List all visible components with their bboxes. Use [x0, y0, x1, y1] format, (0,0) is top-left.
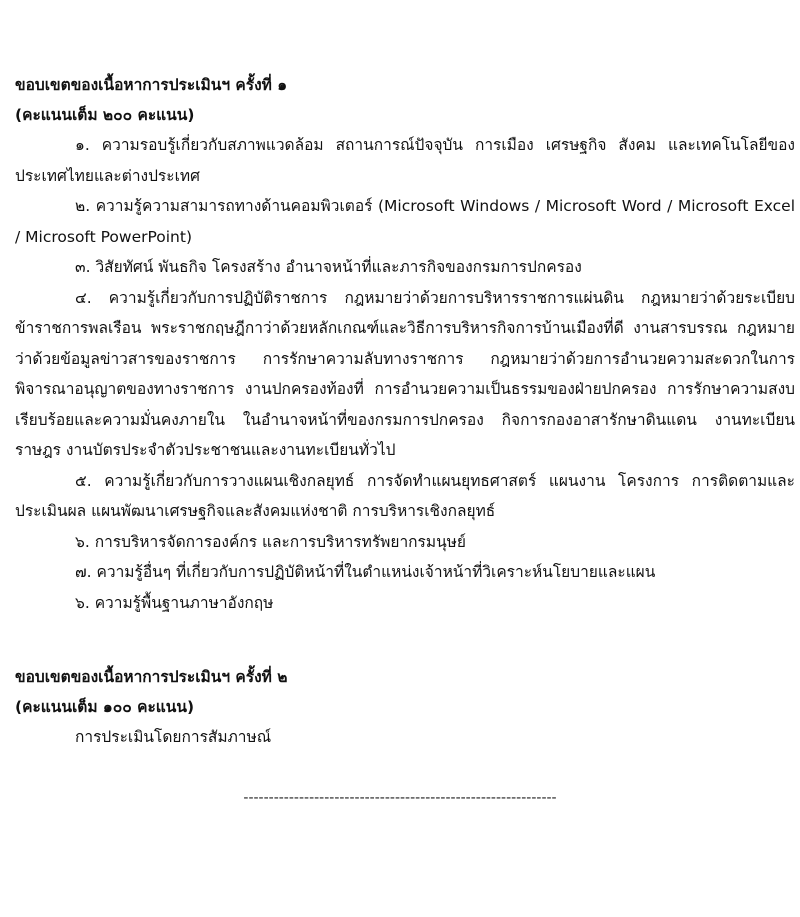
section-1-item-7: ๗. ความรู้อื่นๆ ที่เกี่ยวกับการปฏิบัติหน้าที่ในตำแหน่งเจ้าหน้าที่วิเคราะห์นโยบายและแผน: [75, 563, 656, 581]
section-2-title: ขอบเขตของเนื้อหาการประเมินฯ ครั้งที่ ๒: [15, 668, 288, 686]
section-1-score: (คะแนนเต็ม ๒๐๐ คะแนน): [15, 106, 195, 124]
section-1: [15, 70, 795, 618]
section-1-item-8: ๖. ความรู้พื้นฐานภาษาอังกฤษ: [75, 593, 274, 612]
section-1-item-3: ๓. วิสัยทัศน์ พันธกิจ โครงสร้าง อำนาจหน้าที่และภารกิจของกรมการปกครอง: [75, 258, 582, 276]
section-1-item-1: ๑. ความรอบรู้เกี่ยวกับสภาพแวดล้อม สถานการณ์ปัจจุบัน การเมือง เศรษฐกิจ สังคม และเทคโนโลยีของประเทศไทยและต่างประเทศ: [15, 136, 795, 185]
section-1-title: ขอบเขตของเนื้อหาการประเมินฯ ครั้งที่ ๑: [15, 76, 288, 94]
section-2-method: การประเมินโดยการสัมภาษณ์: [75, 728, 272, 746]
section-1-item-4: ๔. ความรู้เกี่ยวกับการปฏิบัติราชการ กฎหมายว่าด้วยการบริหารราชการแผ่นดิน กฎหมายว่าด้วยระเบียบข้าราชการพลเรือน พระราชกฤษฎีกาว่าด้วยหลักเกณฑ์และวิธีการบริหารกิจการบ้านเมืองที่ดี งานสารบรรณ กฎหมายว่าด้วยข้อมูลข่าวสารของราชการ การรักษาความลับทางราชการ กฎหมายว่าด้วยการอำนวยความสะดวกในการพิจารณาอนุญาตของทางราชการ งานปกครองท้องที่ การอำนวยความเป็นธรรมของฝ่ายปกครอง การรักษาความสงบเรียบร้อยและความมั่นคงภายใน ในอำนาจหน้าที่ของกรมการปกครอง กิจการกองอาสารักษาดินแดน งานทะเบียนราษฎร งานบัตรประจำตัวประชาชนและงานทะเบียนทั่วไป: [15, 288, 795, 459]
section-1-item-5: ๕. ความรู้เกี่ยวกับการวางแผนเชิงกลยุทธ์ การจัดทำแผนยุทธศาสตร์ แผนงาน โครงการ การติดตามและประเมินผล แผนพัฒนาเศรษฐกิจและสังคมแห่งชาติ การบริหารเชิงกลยุทธ์: [15, 471, 795, 520]
end-divider: --------------------------------------------------------------: [243, 790, 557, 806]
section-2: [15, 662, 795, 752]
section-1-item-6: ๖. การบริหารจัดการองค์กร และการบริหารทรัพยากรมนุษย์: [75, 532, 466, 551]
section-2-score: (คะแนนเต็ม ๑๐๐ คะแนน): [15, 698, 195, 716]
section-1-item-2: ๒. ความรู้ความสามารถทางด้านคอมพิวเตอร์ (Microsoft Windows / Microsoft Word / Microsoft Excel / Microsoft PowerPoint): [15, 197, 795, 246]
